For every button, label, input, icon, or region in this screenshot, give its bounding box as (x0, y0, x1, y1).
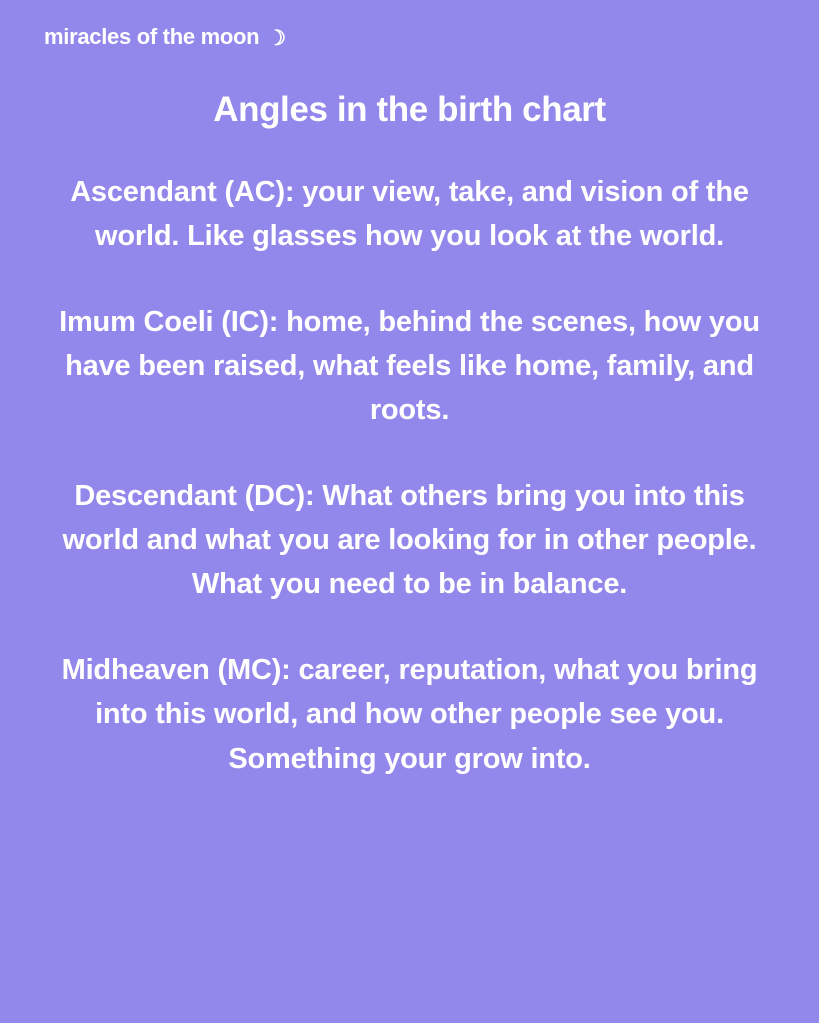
page-title: Angles in the birth chart (213, 90, 606, 129)
paragraph-imum-coeli: Imum Coeli (IC): home, behind the scenes, how you have been raised, what feels like home, family, and roots. (59, 305, 760, 427)
crescent-moon-icon: ☽ (267, 26, 286, 50)
paragraph-ascendant: Ascendant (AC): your view, take, and vision of the world. Like glasses how you look at the world. (70, 175, 749, 252)
paragraph-descendant: Descendant (DC): What others bring you into this world and what you are looking for in other people. What you need to be in balance. (62, 480, 757, 601)
paragraph-midheaven: Midheaven (MC): career, reputation, what you bring into this world, and how other people see you. Something your grow into. (61, 654, 758, 775)
brand-header (44, 24, 286, 50)
post-body (0, 88, 819, 781)
brand-name: miracles of the moon (44, 24, 260, 49)
